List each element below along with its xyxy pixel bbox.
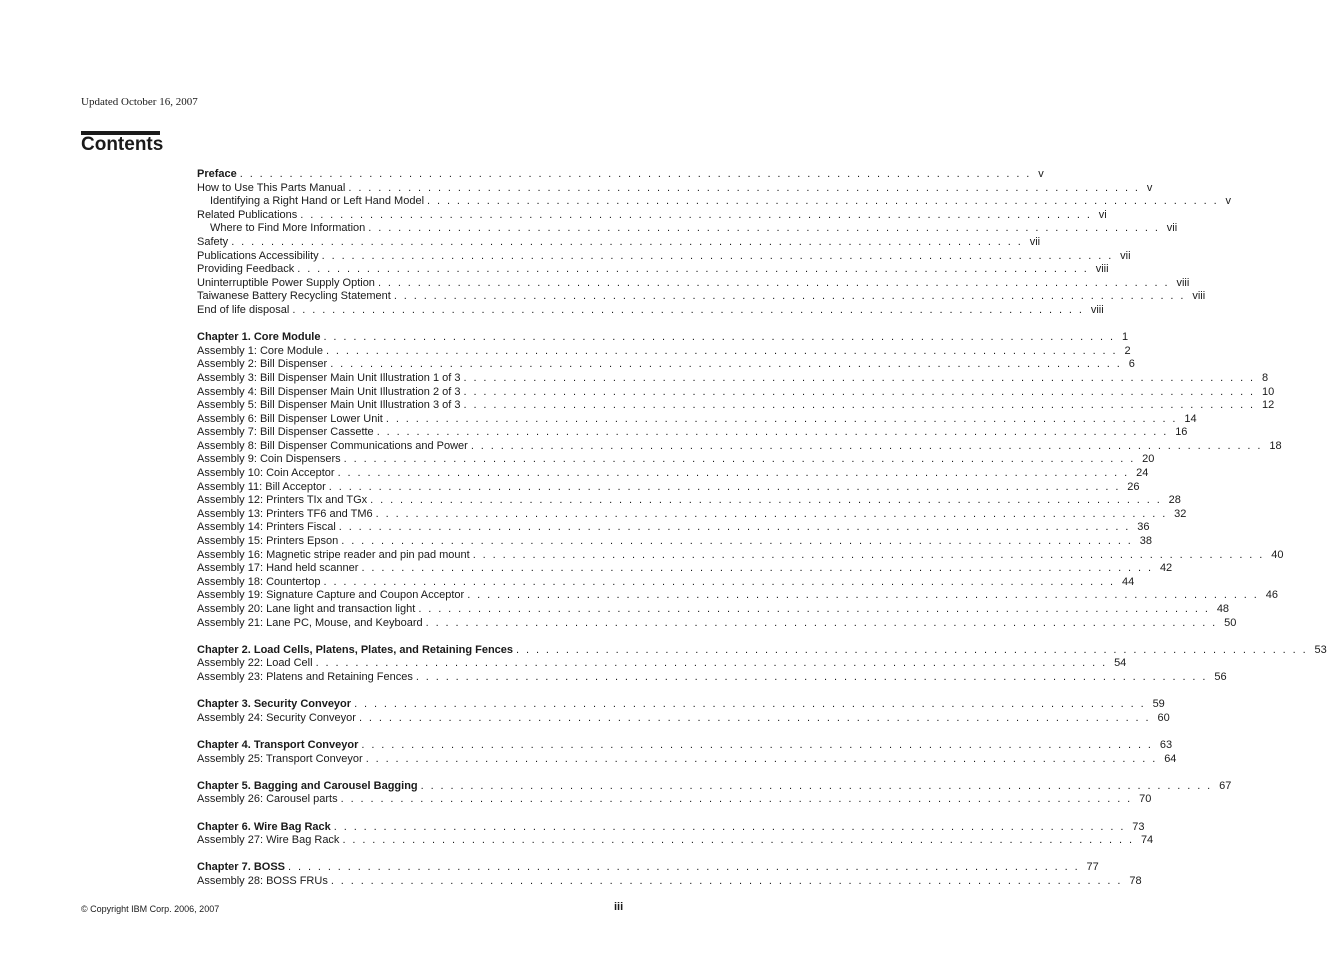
toc-entry[interactable]: [197, 181, 1153, 196]
toc-entry[interactable]: [197, 453, 1155, 467]
toc-entry[interactable]: [197, 494, 1181, 508]
toc-chapter-entry[interactable]: [197, 168, 1044, 182]
toc-entry-label: Assembly 7: Bill Dispenser Cassette: [197, 426, 374, 439]
toc-entry-page: 18: [1269, 439, 1282, 452]
dot-leader: ................................................................................: [323, 331, 1120, 344]
toc-entry[interactable]: [197, 507, 1187, 522]
toc-entry-page: 38: [1139, 535, 1152, 548]
dot-leader: ................................................................................: [338, 521, 1136, 534]
toc-entry-label: Assembly 1: Core Module: [197, 344, 323, 357]
toc-entry-page: 67: [1219, 779, 1232, 792]
toc-entry-page: vii: [1166, 222, 1178, 235]
toc-chapter-entry[interactable]: [197, 643, 1327, 658]
toc-entry[interactable]: [197, 249, 1131, 264]
toc-entry[interactable]: [197, 385, 1275, 400]
toc-entry-label: Related Publications: [197, 208, 298, 221]
toc-entry-page: 60: [1157, 711, 1170, 724]
toc-entry-page: viii: [1090, 303, 1104, 316]
dot-leader: ................................................................................: [377, 276, 1175, 289]
dot-leader: ................................................................................: [354, 698, 1151, 711]
toc-entry-label: Assembly 23: Platens and Retaining Fences: [197, 670, 413, 683]
page-title: Contents: [81, 134, 164, 155]
toc-entry[interactable]: [197, 575, 1135, 590]
toc-entry-page: 53: [1314, 643, 1327, 656]
dot-leader: ................................................................................: [315, 657, 1113, 670]
toc-chapter-entry[interactable]: [197, 738, 1173, 753]
toc-entry-label: Chapter 3. Security Conveyor: [197, 698, 352, 711]
dot-leader: ................................................................................: [427, 195, 1224, 208]
toc-entry-label: Chapter 2. Load Cells, Platens, Plates, and Retaining Fences: [197, 643, 514, 656]
toc-chapter-entry[interactable]: [197, 820, 1145, 835]
toc-chapter-entry[interactable]: [197, 779, 1232, 794]
toc-entry[interactable]: [197, 562, 1173, 576]
toc-entry-label: How to Use This Parts Manual: [197, 181, 346, 194]
toc-entry-label: Assembly 4: Bill Dispenser Main Unit Illustration 2 of 3: [197, 385, 461, 398]
toc-entry-label: Assembly 3: Bill Dispenser Main Unit Illustration 1 of 3: [197, 371, 461, 384]
dot-leader: ................................................................................: [321, 249, 1119, 262]
toc-entry-label: Assembly 5: Bill Dispenser Main Unit Illustration 3 of 3: [197, 399, 461, 412]
toc-chapter-entry[interactable]: [197, 331, 1129, 345]
toc-entry[interactable]: [197, 752, 1177, 767]
dot-leader: ................................................................................: [348, 181, 1145, 194]
dot-leader: ................................................................................: [376, 426, 1174, 439]
toc-entry-page: 74: [1140, 834, 1154, 847]
toc-entry[interactable]: [197, 290, 1206, 304]
toc-entry-label: Assembly 22: Load Cell: [197, 657, 313, 670]
toc-entry-label: Safety: [197, 235, 229, 248]
toc-entry-page: 77: [1086, 861, 1099, 874]
toc-entry-page: v: [1225, 195, 1232, 208]
toc-entry-page: viii: [1192, 290, 1206, 303]
toc-entry-label: End of life disposal: [197, 303, 290, 316]
toc-entry-label: Uninterruptible Power Supply Option: [197, 276, 375, 289]
toc-entry-label: Assembly 24: Security Conveyor: [197, 711, 356, 724]
dot-leader: ................................................................................: [340, 793, 1138, 806]
toc-entry-label: Assembly 19: Signature Capture and Coupon Acceptor: [197, 589, 465, 602]
toc-entry[interactable]: [197, 834, 1154, 848]
toc-entry-label: Assembly 25: Transport Conveyor: [197, 752, 363, 765]
dot-leader: ................................................................................: [370, 494, 1167, 507]
toc-entry-page: 32: [1174, 507, 1187, 520]
toc-entry-page: 28: [1168, 494, 1181, 507]
toc-entry-page: 70: [1139, 793, 1152, 806]
toc-entry[interactable]: [197, 235, 1041, 250]
toc-entry-label: Assembly 8: Bill Dispenser Communications and Power: [197, 439, 468, 452]
toc-entry-page: 26: [1127, 480, 1140, 493]
dot-leader: ................................................................................: [365, 752, 1163, 765]
toc-entry-page: 78: [1129, 874, 1142, 887]
toc-entry[interactable]: [197, 303, 1104, 318]
toc-entry-label: Assembly 6: Bill Dispenser Lower Unit: [197, 412, 383, 425]
toc-entry[interactable]: [197, 670, 1227, 685]
toc-entry[interactable]: [197, 521, 1150, 535]
toc-entry[interactable]: [197, 589, 1278, 603]
dot-leader: ................................................................................: [463, 371, 1260, 384]
dot-leader: ................................................................................: [463, 399, 1260, 412]
toc-entry-label: Assembly 28: BOSS FRUs: [197, 874, 328, 887]
dot-leader: ................................................................................: [472, 548, 1270, 561]
toc-entry-page: vii: [1120, 249, 1131, 262]
toc-entry-page: 46: [1265, 589, 1278, 602]
toc-entry-page: 36: [1137, 521, 1150, 534]
dot-leader: ................................................................................: [420, 779, 1218, 792]
toc-entry[interactable]: [197, 412, 1197, 427]
toc-entry-label: Identifying a Right Hand or Left Hand Model: [210, 195, 425, 208]
toc-entry-label: Assembly 21: Lane PC, Mouse, and Keyboard: [197, 616, 423, 629]
toc-entry[interactable]: [197, 793, 1152, 807]
toc-entry-label: Chapter 6. Wire Bag Rack: [197, 820, 331, 833]
toc-entry-label: Assembly 27: Wire Bag Rack: [197, 834, 340, 847]
dot-leader: ................................................................................: [358, 711, 1156, 724]
dot-leader: ................................................................................: [333, 820, 1131, 833]
toc-entry-page: 6: [1128, 358, 1135, 371]
toc-entry[interactable]: [197, 467, 1149, 481]
dot-leader: ................................................................................: [300, 208, 1097, 221]
table-of-contents: [197, 168, 1327, 888]
toc-entry-label: Publications Accessibility: [197, 249, 319, 262]
toc-entry-page: 56: [1214, 670, 1227, 683]
dot-leader: ................................................................................: [292, 303, 1089, 316]
toc-chapter-entry[interactable]: [197, 698, 1165, 712]
dot-leader: ................................................................................: [231, 235, 1028, 248]
toc-entry-page: 63: [1159, 738, 1173, 751]
toc-entry-page: 54: [1114, 657, 1127, 670]
toc-entry-page: viii: [1176, 276, 1190, 289]
updated-date: Updated October 16, 2007: [81, 96, 198, 108]
dot-leader: ................................................................................: [415, 670, 1213, 683]
toc-entry-page: v: [1146, 181, 1153, 194]
dot-leader: ................................................................................: [385, 412, 1183, 425]
dot-leader: ................................................................................: [425, 616, 1223, 629]
toc-entry-label: Assembly 13: Printers TF6 and TM6: [197, 507, 373, 520]
toc-entry-page: 48: [1216, 603, 1230, 615]
dot-leader: ................................................................................: [470, 439, 1268, 452]
toc-entry-page: 40: [1271, 548, 1284, 561]
toc-entry-page: viii: [1095, 263, 1109, 276]
toc-entry-page: 12: [1262, 399, 1275, 412]
toc-entry[interactable]: [197, 195, 1232, 209]
dot-leader: ................................................................................: [418, 603, 1215, 615]
toc-entry-page: 24: [1136, 467, 1149, 480]
toc-entry[interactable]: [197, 657, 1127, 671]
dot-leader: ................................................................................: [361, 562, 1158, 575]
toc-entry-page: v: [1038, 168, 1044, 180]
toc-entry[interactable]: [197, 711, 1170, 726]
toc-entry-page: 73: [1132, 820, 1145, 833]
toc-entry[interactable]: [197, 535, 1152, 549]
toc-entry[interactable]: [197, 263, 1109, 277]
toc-entry[interactable]: [197, 276, 1190, 291]
toc-entry-label: Assembly 15: Printers Epson: [197, 535, 339, 548]
dot-leader: ................................................................................: [288, 861, 1085, 874]
toc-entry-label: Assembly 9: Coin Dispensers: [197, 453, 341, 466]
toc-entry-page: 10: [1262, 385, 1275, 398]
page-number: iii: [614, 901, 624, 913]
toc-entry-label: Assembly 20: Lane light and transaction light: [197, 603, 416, 615]
dot-leader: ................................................................................: [323, 575, 1121, 588]
toc-entry-label: Assembly 11: Bill Acceptor: [197, 480, 326, 493]
toc-entry-label: Chapter 4. Transport Conveyor: [197, 738, 359, 751]
toc-entry-label: Assembly 2: Bill Dispenser: [197, 358, 328, 371]
toc-entry-page: 50: [1224, 616, 1237, 629]
toc-entry[interactable]: [197, 439, 1282, 454]
toc-entry[interactable]: [197, 480, 1140, 495]
dot-leader: ................................................................................: [325, 344, 1123, 357]
toc-entry-label: Assembly 17: Hand held scanner: [197, 562, 359, 575]
toc-entry-page: 64: [1164, 752, 1177, 765]
toc-entry-label: Where to Find More Information: [210, 222, 366, 235]
dot-leader: ................................................................................: [330, 358, 1127, 371]
toc-entry[interactable]: [197, 426, 1188, 440]
toc-entry[interactable]: [197, 344, 1131, 359]
dot-leader: ................................................................................: [337, 467, 1135, 480]
toc-entry[interactable]: [197, 548, 1284, 563]
toc-entry-page: 8: [1262, 371, 1269, 384]
toc-entry[interactable]: [197, 208, 1107, 223]
dot-leader: ................................................................................: [342, 834, 1139, 847]
toc-entry-page: 16: [1175, 426, 1188, 439]
dot-leader: ................................................................................: [463, 385, 1260, 398]
toc-chapter-entry[interactable]: [197, 861, 1099, 875]
toc-entry-label: Taiwanese Battery Recycling Statement: [197, 290, 391, 303]
toc-entry[interactable]: [197, 616, 1237, 631]
toc-entry-label: Chapter 1. Core Module: [197, 331, 321, 344]
toc-entry-label: Assembly 16: Magnetic stripe reader and pin pad mount: [197, 548, 470, 561]
toc-entry-page: 2: [1124, 344, 1131, 357]
toc-entry-label: Assembly 26: Carousel parts: [197, 793, 338, 806]
toc-entry-label: Preface: [197, 168, 237, 180]
toc-entry-page: 44: [1122, 575, 1135, 588]
toc-entry-label: Assembly 12: Printers TIx and TGx: [197, 494, 368, 507]
toc-entry[interactable]: [197, 222, 1178, 236]
dot-leader: ................................................................................: [330, 874, 1128, 887]
dot-leader: ................................................................................: [239, 168, 1037, 180]
toc-entry[interactable]: [197, 399, 1275, 413]
toc-entry-label: Assembly 18: Countertop: [197, 575, 321, 588]
toc-entry-label: Chapter 5. Bagging and Carousel Bagging: [197, 779, 418, 792]
toc-entry-page: 1: [1121, 331, 1129, 344]
toc-entry-page: 42: [1159, 562, 1173, 575]
toc-entry-label: Chapter 7. BOSS: [197, 861, 286, 874]
toc-entry-label: Assembly 14: Printers Fiscal: [197, 521, 336, 534]
toc-entry-page: vii: [1029, 235, 1041, 248]
toc-entry-page: 20: [1142, 453, 1155, 466]
toc-entry[interactable]: [197, 358, 1135, 372]
copyright-footer: © Copyright IBM Corp. 2006, 2007: [81, 904, 220, 914]
dot-leader: ................................................................................: [516, 643, 1313, 656]
toc-entry-page: vi: [1098, 208, 1107, 221]
dot-leader: ................................................................................: [328, 480, 1126, 493]
toc-entry-page: 14: [1184, 412, 1197, 425]
toc-entry-label: Providing Feedback: [197, 263, 295, 276]
toc-entry[interactable]: [197, 603, 1230, 617]
dot-leader: ................................................................................: [361, 738, 1158, 751]
toc-entry-page: 59: [1152, 698, 1165, 711]
dot-leader: ................................................................................: [467, 589, 1264, 602]
dot-leader: ................................................................................: [393, 290, 1191, 303]
dot-leader: ................................................................................: [343, 453, 1141, 466]
toc-entry[interactable]: [197, 371, 1269, 386]
dot-leader: ................................................................................: [341, 535, 1138, 548]
dot-leader: ................................................................................: [368, 222, 1165, 235]
dot-leader: ................................................................................: [297, 263, 1094, 276]
toc-entry-label: Assembly 10: Coin Acceptor: [197, 467, 335, 480]
toc-entry[interactable]: [197, 874, 1142, 889]
dot-leader: ................................................................................: [375, 507, 1173, 520]
